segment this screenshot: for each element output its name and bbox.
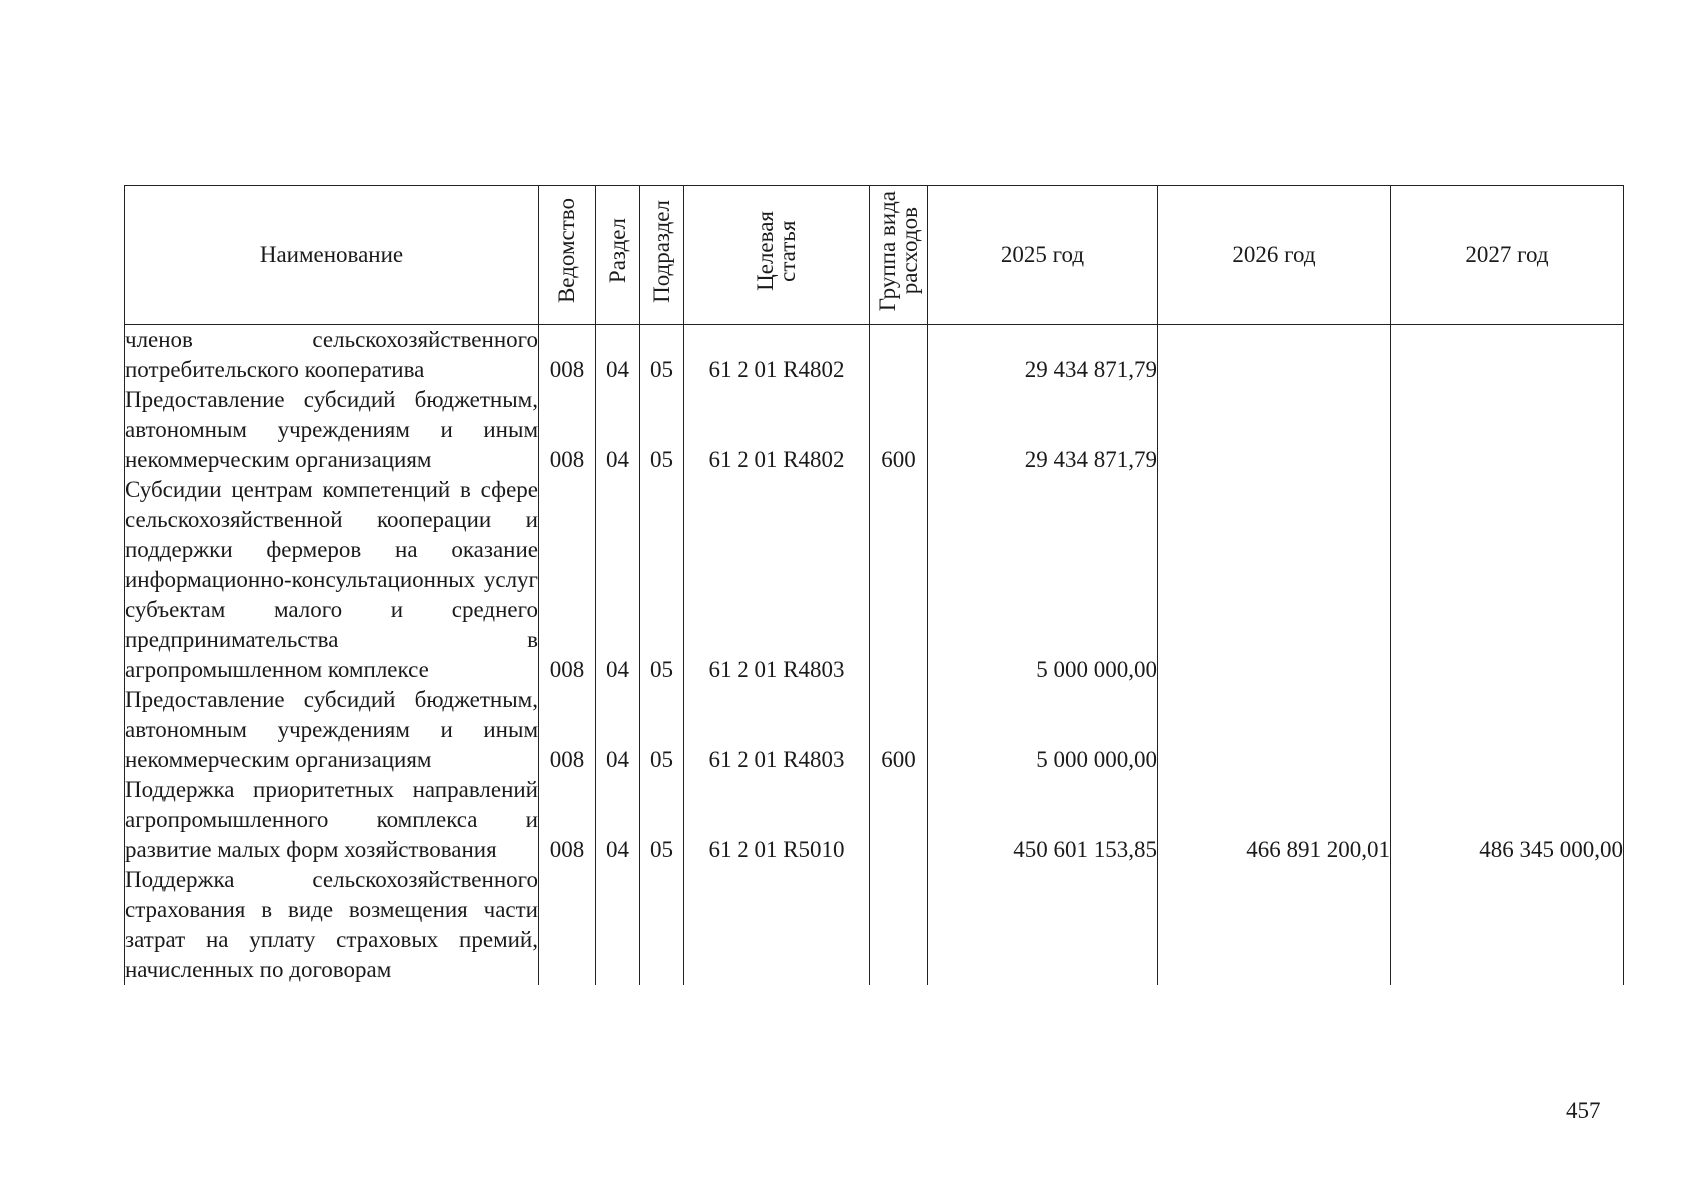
- col-header-2027-text: 2027 год: [1465, 242, 1549, 267]
- row-subsection: 05: [640, 775, 684, 865]
- row-target: 61 2 01 R5010: [684, 775, 870, 865]
- row-department: 008: [539, 475, 596, 685]
- row-amount-2025: 29 434 871,79: [928, 325, 1158, 386]
- col-header-2025: [928, 186, 1158, 325]
- row-target: [684, 865, 870, 985]
- row-group: 600: [870, 685, 928, 775]
- row-amount-2026: [1158, 325, 1391, 386]
- row-section: 04: [596, 685, 640, 775]
- col-header-group-text: [874, 190, 922, 312]
- row-section: 04: [596, 775, 640, 865]
- row-group: [870, 325, 928, 386]
- row-amount-2027: [1391, 385, 1624, 475]
- table-row: [125, 385, 1624, 475]
- row-amount-2026: [1158, 475, 1391, 685]
- col-header-2027: [1391, 186, 1624, 325]
- col-header-group-line2: расходов: [896, 207, 922, 295]
- col-header-section: [596, 186, 640, 325]
- row-subsection: 05: [640, 325, 684, 386]
- col-header-group: [870, 186, 928, 325]
- col-header-department-text: Ведомство: [554, 198, 579, 304]
- row-target: 61 2 01 R4802: [684, 385, 870, 475]
- table-body: [125, 325, 1624, 986]
- col-header-name: [125, 186, 539, 325]
- row-amount-2025: 5 000 000,00: [928, 475, 1158, 685]
- row-name: Поддержка приоритетных направлений агропромышленного комплекса и развитие малых форм хозяйствования: [125, 775, 539, 865]
- row-amount-2025: 29 434 871,79: [928, 385, 1158, 475]
- header-row: [125, 186, 1624, 325]
- row-name: Предоставление субсидий бюджетным, автономным учреждениям и иным некоммерческим организациям: [125, 385, 539, 475]
- col-header-group-line1: Группа вида: [874, 190, 900, 312]
- table-row: [125, 475, 1624, 685]
- table-row: [125, 775, 1624, 865]
- row-department: 008: [539, 685, 596, 775]
- row-group: [870, 775, 928, 865]
- row-subsection: 05: [640, 385, 684, 475]
- row-amount-2027: [1391, 685, 1624, 775]
- page-number: 457: [1566, 1098, 1601, 1123]
- col-header-target: [684, 186, 870, 325]
- row-amount-2026: 466 891 200,01: [1158, 775, 1391, 865]
- col-header-subsection-text: Подраздел: [648, 199, 674, 303]
- row-section: [596, 865, 640, 985]
- row-target: 61 2 01 R4803: [684, 685, 870, 775]
- table-row: [125, 685, 1624, 775]
- row-subsection: 05: [640, 685, 684, 775]
- row-name: Предоставление субсидий бюджетным, автономным учреждениям и иным некоммерческим организациям: [125, 685, 539, 775]
- row-department: 008: [539, 385, 596, 475]
- row-amount-2025: [928, 865, 1158, 985]
- row-group: 600: [870, 385, 928, 475]
- row-amount-2027: [1391, 475, 1624, 685]
- row-name: Субсидии центрам компетенций в сфере сельскохозяйственной кооперации и поддержки фермеров на оказание информационно-консультационных услуг субъектам малого и среднего предпринимательства в агропромышленном комплексе: [125, 475, 539, 685]
- row-department: 008: [539, 775, 596, 865]
- col-header-2026-text: 2026 год: [1232, 242, 1316, 267]
- row-group: [870, 865, 928, 985]
- col-header-target-line2: статья: [774, 220, 800, 282]
- row-amount-2027: 486 345 000,00: [1391, 775, 1624, 865]
- col-header-department: [539, 186, 596, 325]
- row-subsection: [640, 865, 684, 985]
- row-department: [539, 865, 596, 985]
- row-name: членов сельскохозяйственного потребительского кооператива: [125, 325, 539, 386]
- col-header-name-text: Наименование: [259, 242, 404, 267]
- row-amount-2026: [1158, 385, 1391, 475]
- row-amount-2027: [1391, 325, 1624, 386]
- col-header-subsection: [640, 186, 684, 325]
- row-section: 04: [596, 475, 640, 685]
- col-header-2025-text: 2025 год: [1000, 242, 1085, 267]
- row-department: 008: [539, 325, 596, 386]
- col-header-2026: [1158, 186, 1391, 325]
- row-group: [870, 475, 928, 685]
- table-row: [125, 325, 1624, 386]
- row-target: 61 2 01 R4802: [684, 325, 870, 386]
- row-section: 04: [596, 385, 640, 475]
- row-name: Поддержка сельскохозяйственного страхования в виде возмещения части затрат на уплату страховых премий, начисленных по договорам: [125, 865, 539, 985]
- budget-table: [124, 185, 1624, 985]
- row-target: 61 2 01 R4803: [684, 475, 870, 685]
- row-amount-2027: [1391, 865, 1624, 985]
- row-amount-2026: [1158, 685, 1391, 775]
- table-row: [125, 865, 1624, 985]
- row-section: 04: [596, 325, 640, 386]
- col-header-target-line1: Целевая: [752, 211, 778, 291]
- row-amount-2025: 450 601 153,85: [928, 775, 1158, 865]
- col-header-target-text: [752, 211, 800, 291]
- row-amount-2025: 5 000 000,00: [928, 685, 1158, 775]
- col-header-section-text: Раздел: [604, 218, 630, 284]
- row-subsection: 05: [640, 475, 684, 685]
- row-amount-2026: [1158, 865, 1391, 985]
